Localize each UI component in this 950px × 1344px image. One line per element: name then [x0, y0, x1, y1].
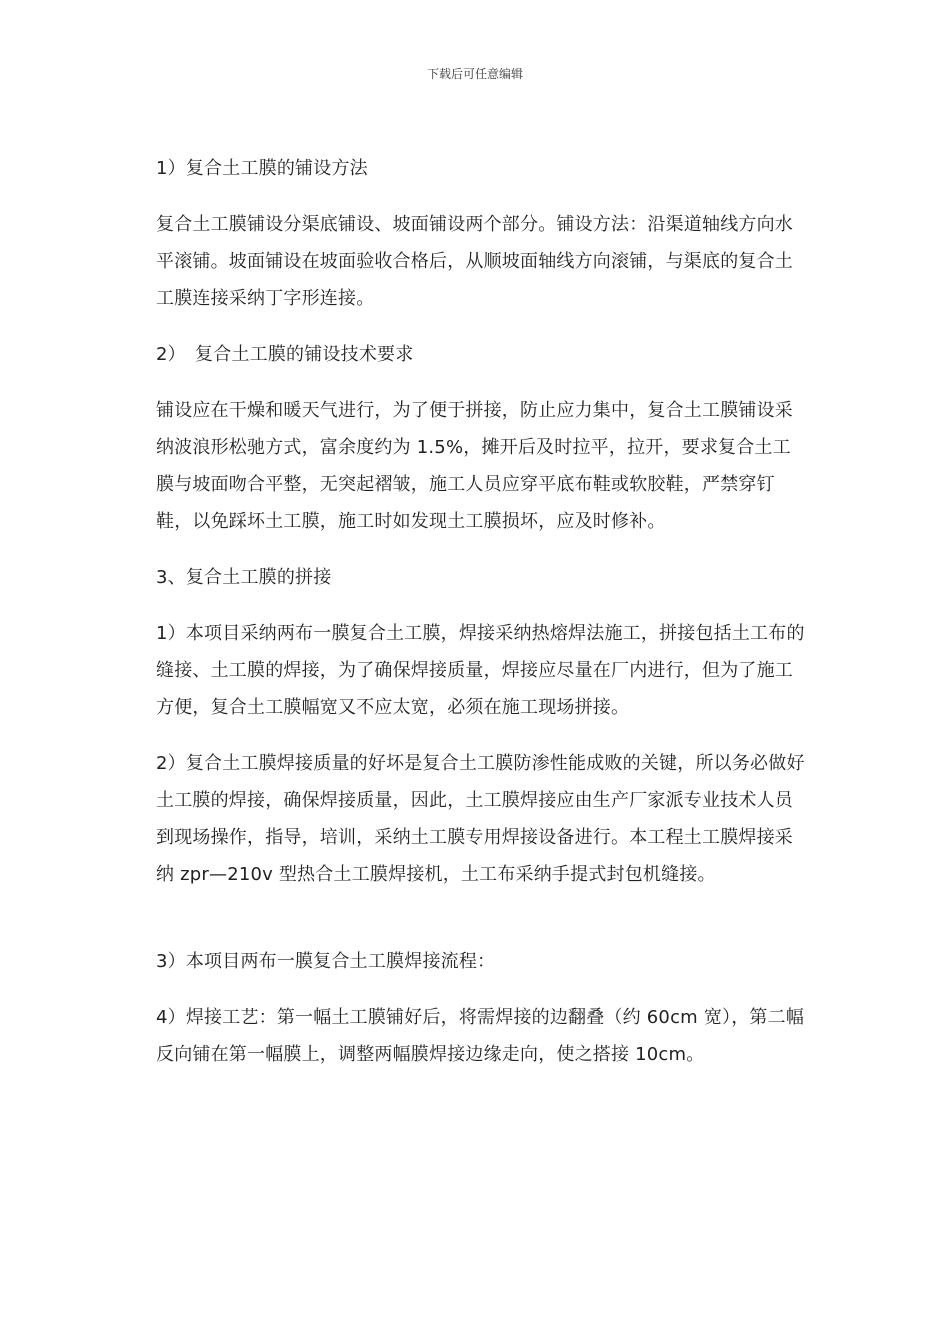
section-heading-laying-requirements: 2） 复合土工膜的铺设技术要求: [156, 344, 414, 365]
paragraph-laying-requirements: 铺设应在干燥和暖天气进行，为了便于拼接，防止应力集中，复合土工膜铺设采纳波浪形松驰方式，富余度约为 1.5%，摊开后及时拉平，拉开，要求复合土工膜与坡面吻合平整，无突起褶皱，施工人员应穿平底布鞋或软胶鞋，严禁穿钉鞋，以免踩坏土工膜，施工时如发现土工膜损坏，应及时修补。: [156, 400, 793, 532]
document-body: [156, 150, 806, 1073]
paragraph-splicing-1: 1）本项目采纳两布一膜复合土工膜，焊接采纳热熔焊法施工，拼接包括土工布的缝接、土工膜的焊接，为了确保焊接质量，焊接应尽量在厂内进行，但为了施工方便，复合土工膜幅宽又不应太宽，必须在施工现场拼接。: [156, 623, 805, 718]
page-header: 下载后可任意编辑: [426, 67, 523, 81]
paragraph-splicing-3: 3）本项目两布一膜复合土工膜焊接流程：: [156, 951, 496, 972]
paragraph-splicing-4: 4）焊接工艺：第一幅土工膜铺好后，将需焊接的边翻叠（约 60cm 宽），第二幅反向铺在第一幅膜上，调整两幅膜焊接边缘走向，使之搭接 10cm。: [156, 1007, 805, 1065]
paragraph-splicing-2: 2）复合土工膜焊接质量的好坏是复合土工膜防渗性能成败的关键，所以务必做好土工膜的焊接，确保焊接质量，因此，土工膜焊接应由生产厂家派专业技术人员到现场操作，指导，培训，采纳土工膜专用焊接设备进行。本工程土工膜焊接采纳 zpr—210v 型热合土工膜焊接机，土工布采纳手提式封包机缝接。: [156, 753, 805, 885]
paragraph-laying-method: 复合土工膜铺设分渠底铺设、坡面铺设两个部分。铺设方法：沿渠道轴线方向水平滚铺。坡面铺设在坡面验收合格后，从顺坡面轴线方向滚铺，与渠底的复合土工膜连接采纳丁字形连接。: [156, 214, 793, 309]
section-heading-laying-method: 1）复合土工膜的铺设方法: [156, 158, 368, 179]
section-heading-splicing: 3、复合土工膜的拼接: [156, 567, 332, 588]
